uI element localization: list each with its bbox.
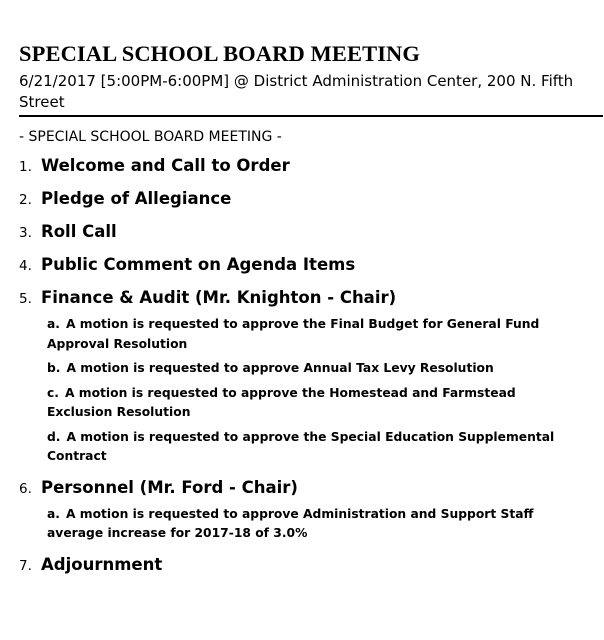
motion-item <box>47 315 577 354</box>
agenda-item-number: 4. <box>19 258 32 274</box>
agenda-item-number: 6. <box>19 480 32 497</box>
motion-letter: b. <box>47 361 61 375</box>
finance-motions-list <box>19 315 577 467</box>
agenda-item-7 <box>19 554 603 576</box>
motion-text: A motion is requested to approve Administration and Support Staff average increase for 2017-18 of 3.0% <box>47 506 534 540</box>
personnel-motions-list <box>19 505 577 544</box>
motion-letter: a. <box>47 506 60 521</box>
motion-text: A motion is requested to approve Annual Tax Levy Resolution <box>66 361 494 375</box>
agenda-item-2 <box>19 188 603 210</box>
agenda-list-end <box>19 554 603 576</box>
agenda-item-number: 2. <box>19 192 32 208</box>
agenda-item-5 <box>19 287 603 309</box>
agenda-list-continued <box>19 477 603 499</box>
motion-item <box>47 505 577 544</box>
motion-item <box>47 428 577 467</box>
motion-item <box>47 359 577 379</box>
agenda-item-title: Welcome and Call to Order <box>41 156 290 175</box>
agenda-item-number: 5. <box>19 291 32 307</box>
motion-letter: d. <box>47 429 61 444</box>
motion-text: A motion is requested to approve the Final Budget for General Fund Approval Resolution <box>47 317 540 351</box>
meeting-title: SPECIAL SCHOOL BOARD MEETING <box>19 41 421 66</box>
agenda-item-title: Finance & Audit (Mr. Knighton - Chair) <box>41 288 397 307</box>
agenda-item-number: 7. <box>19 557 32 574</box>
agenda-item-title: Roll Call <box>41 222 117 241</box>
section-label: - SPECIAL SCHOOL BOARD MEETING - <box>19 129 282 145</box>
agenda-item-title: Public Comment on Agenda Items <box>41 255 356 274</box>
header-divider <box>19 115 603 117</box>
agenda-item-1 <box>19 155 603 177</box>
motion-letter: c. <box>47 385 59 400</box>
agenda-list <box>19 155 603 309</box>
motion-item <box>47 384 577 423</box>
motion-letter: a. <box>47 317 60 331</box>
agenda-item-title: Personnel (Mr. Ford - Chair) <box>41 477 298 497</box>
agenda-document <box>19 40 603 587</box>
agenda-item-title: Adjournment <box>41 554 163 574</box>
agenda-item-number: 3. <box>19 225 32 241</box>
agenda-item-4 <box>19 254 603 276</box>
agenda-item-title: Pledge of Allegiance <box>41 189 232 208</box>
agenda-item-6 <box>19 477 603 499</box>
motion-text: A motion is requested to approve the Special Education Supplemental Contract <box>47 429 555 463</box>
motion-text: A motion is requested to approve the Homestead and Farmstead Exclusion Resolution <box>47 385 516 419</box>
agenda-item-3 <box>19 221 603 243</box>
agenda-item-number: 1. <box>19 159 32 175</box>
meeting-date-time-location: 6/21/2017 [5:00PM-6:00PM] @ District Administration Center, 200 N. Fifth Street <box>19 72 574 111</box>
